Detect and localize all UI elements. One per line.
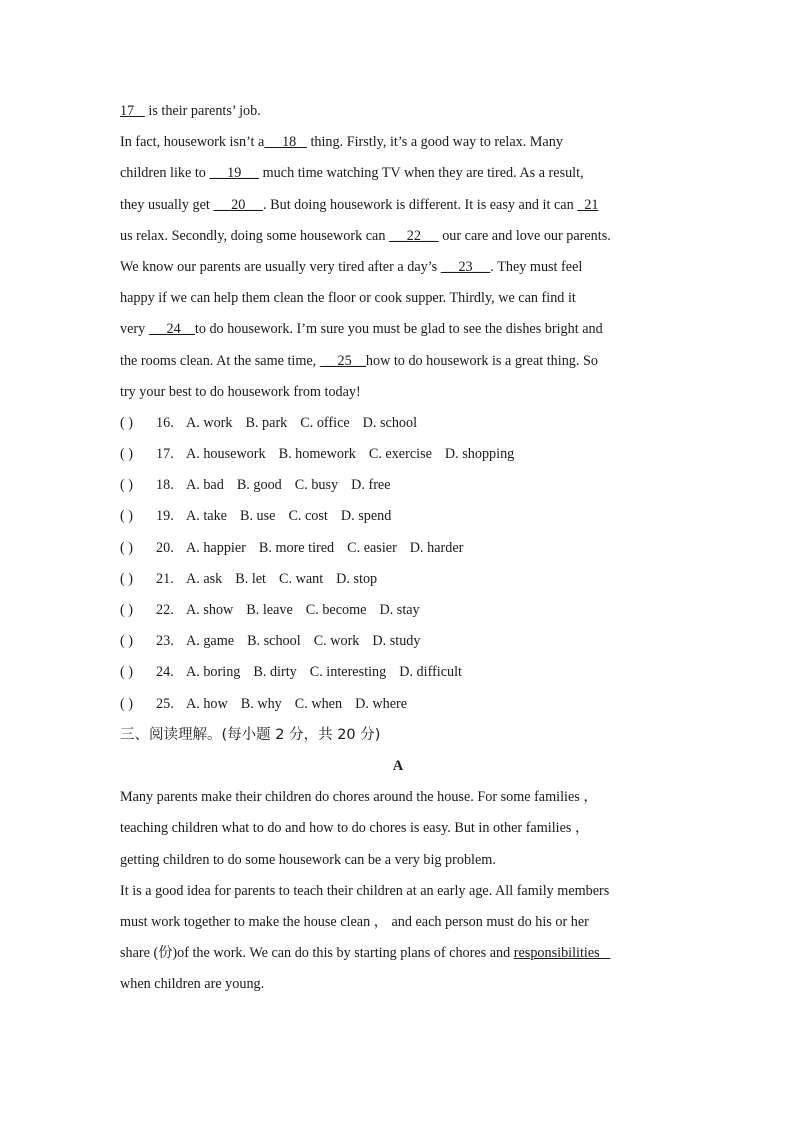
option-b: B. use <box>239 508 276 525</box>
option-b: B. why <box>240 695 282 712</box>
passage-line-1 <box>120 96 676 127</box>
option-a: A. show <box>186 602 234 618</box>
passage-text: children like to <box>120 165 210 182</box>
passage-text: thing. Firstly, it’s a good way to relax. Many <box>306 134 563 151</box>
option-b: B. leave <box>246 602 293 618</box>
blank-20: __20__ <box>213 196 264 213</box>
reading-line-4: It is a good idea for parents to teach their children at an early age. All family members <box>120 882 610 899</box>
option-d: D. stay <box>379 602 420 618</box>
answer-paren: ( ) <box>120 477 133 494</box>
answer-paren: ( ) <box>120 695 133 712</box>
answer-paren: ( ) <box>120 664 133 681</box>
option-b: B. let <box>235 570 267 587</box>
passage-text: In fact, housework isn’t a <box>120 134 265 151</box>
question-16 <box>120 408 676 439</box>
option-a: A. game <box>186 633 235 650</box>
option-b: B. homework <box>278 446 356 463</box>
passage-text: our care and love our parents. <box>438 227 611 244</box>
reading-line-3: getting children to do some housework can be a very big problem. <box>120 851 496 868</box>
option-d: D. stop <box>336 570 378 587</box>
passage-line-10 <box>120 377 676 408</box>
option-c: C. office <box>300 414 350 431</box>
question-number: 24. <box>156 664 174 681</box>
question-number: 18. <box>156 477 174 494</box>
answer-paren: ( ) <box>120 633 133 650</box>
passage-text: try your best to do housework from today! <box>120 383 361 400</box>
passage-text: they usually get <box>120 196 214 213</box>
question-number: 16. <box>156 414 174 431</box>
option-d: D. school <box>362 414 418 431</box>
option-a: A. work <box>186 414 233 431</box>
question-20 <box>120 533 676 564</box>
question-19 <box>120 501 676 532</box>
passage-text: much time watching TV when they are tired. As a result, <box>259 165 584 182</box>
option-c: C. interesting <box>309 664 387 681</box>
passage-text: happy if we can help them clean the floor or cook supper. Thirdly, we can find it <box>120 290 576 307</box>
option-c: C. become <box>305 602 367 618</box>
option-b: B. good <box>236 477 282 494</box>
passage-line-5 <box>120 221 676 252</box>
passage-text: to do housework. I’m sure you must be glad to see the dishes bright and <box>194 321 603 338</box>
option-a: A. boring <box>186 664 241 681</box>
option-b: B. school <box>247 633 301 650</box>
option-d: D. free <box>351 477 391 494</box>
question-number: 19. <box>156 508 174 525</box>
reading-line-5: must work together to make the house clean ， and each person must do his or her <box>120 913 589 930</box>
underlined-word: responsibilities <box>513 945 611 962</box>
option-d: D. study <box>372 633 421 650</box>
option-d: D. spend <box>340 508 392 525</box>
blank-21: 21 <box>577 196 599 213</box>
blank-23: __23__ <box>440 258 491 275</box>
blank-24: __24__ <box>148 321 195 338</box>
option-d: D. harder <box>409 539 464 556</box>
option-a: A. ask <box>186 570 223 587</box>
blank-18: 18 <box>264 134 307 151</box>
answer-paren: ( ) <box>120 539 133 556</box>
question-number: 22. <box>156 602 174 618</box>
question-list <box>120 408 676 720</box>
option-d: D. difficult <box>399 664 462 681</box>
option-b: B. park <box>245 414 288 431</box>
blank-22: __22__ <box>388 227 439 244</box>
question-number: 17. <box>156 446 174 463</box>
option-a: A. bad <box>186 477 224 494</box>
reading-line-7: when children are young. <box>120 976 265 993</box>
question-25 <box>120 689 676 720</box>
question-18 <box>120 470 676 501</box>
worksheet-page <box>120 96 676 1000</box>
option-c: C. easier <box>347 539 397 556</box>
passage-line-4 <box>120 190 676 221</box>
blank-25: __25__ <box>319 352 366 369</box>
option-c: C. cost <box>288 508 328 525</box>
blank-19: __19__ <box>209 165 260 182</box>
blank-17: 17 <box>120 103 145 119</box>
option-a: A. housework <box>186 446 266 463</box>
option-a: A. happier <box>186 539 246 556</box>
option-a: A. how <box>186 695 228 712</box>
reading-line-6 <box>120 938 676 969</box>
question-23 <box>120 626 676 657</box>
passage-text: is their parents’ job. <box>144 103 261 119</box>
passage-text: . But doing housework is different. It is easy and it can <box>263 196 578 213</box>
reading-passage <box>120 782 676 1000</box>
option-c: C. when <box>294 695 343 712</box>
reading-text: share (份)of the work. We can do this by starting plans of chores and <box>120 945 514 962</box>
passage-line-8 <box>120 314 676 345</box>
question-number: 25. <box>156 695 174 712</box>
answer-paren: ( ) <box>120 414 133 431</box>
passage-text: . They must feel <box>490 258 583 275</box>
answer-paren: ( ) <box>120 446 133 463</box>
passage-line-2 <box>120 127 676 158</box>
question-17 <box>120 439 676 470</box>
passage-text: the rooms clean. At the same time, <box>120 352 320 369</box>
option-c: C. work <box>313 633 360 650</box>
passage-text: very <box>120 321 149 338</box>
answer-paren: ( ) <box>120 570 133 587</box>
answer-paren: ( ) <box>120 508 133 525</box>
option-c: C. busy <box>294 477 339 494</box>
answer-paren: ( ) <box>120 602 133 618</box>
question-number: 21. <box>156 570 174 587</box>
option-b: B. more tired <box>258 539 335 556</box>
option-c: C. want <box>279 570 324 587</box>
reading-line-2: teaching children what to do and how to do chores is easy. But in other families ， <box>120 820 590 837</box>
passage-line-7 <box>120 283 676 314</box>
passage-text: us relax. Secondly, doing some housework can <box>120 227 389 244</box>
option-d: D. shopping <box>444 446 515 463</box>
passage-text: how to do housework is a great thing. So <box>365 352 598 369</box>
option-d: D. where <box>355 695 408 712</box>
section-heading: 三、阅读理解。(每小题 2 分，共 20 分) <box>120 726 381 743</box>
passage-title: A <box>392 757 404 774</box>
question-24 <box>120 657 676 688</box>
passage-text: We know our parents are usually very tired after a day’s <box>120 258 441 275</box>
passage-line-6 <box>120 252 676 283</box>
option-a: A. take <box>186 508 227 525</box>
question-21 <box>120 564 676 595</box>
question-22 <box>120 595 676 626</box>
reading-line-1: Many parents make their children do chores around the house. For some families ， <box>120 789 598 806</box>
question-number: 23. <box>156 633 174 650</box>
passage-line-3 <box>120 158 676 189</box>
question-number: 20. <box>156 539 174 556</box>
passage-line-9 <box>120 346 676 377</box>
option-b: B. dirty <box>253 664 297 681</box>
option-c: C. exercise <box>368 446 432 463</box>
